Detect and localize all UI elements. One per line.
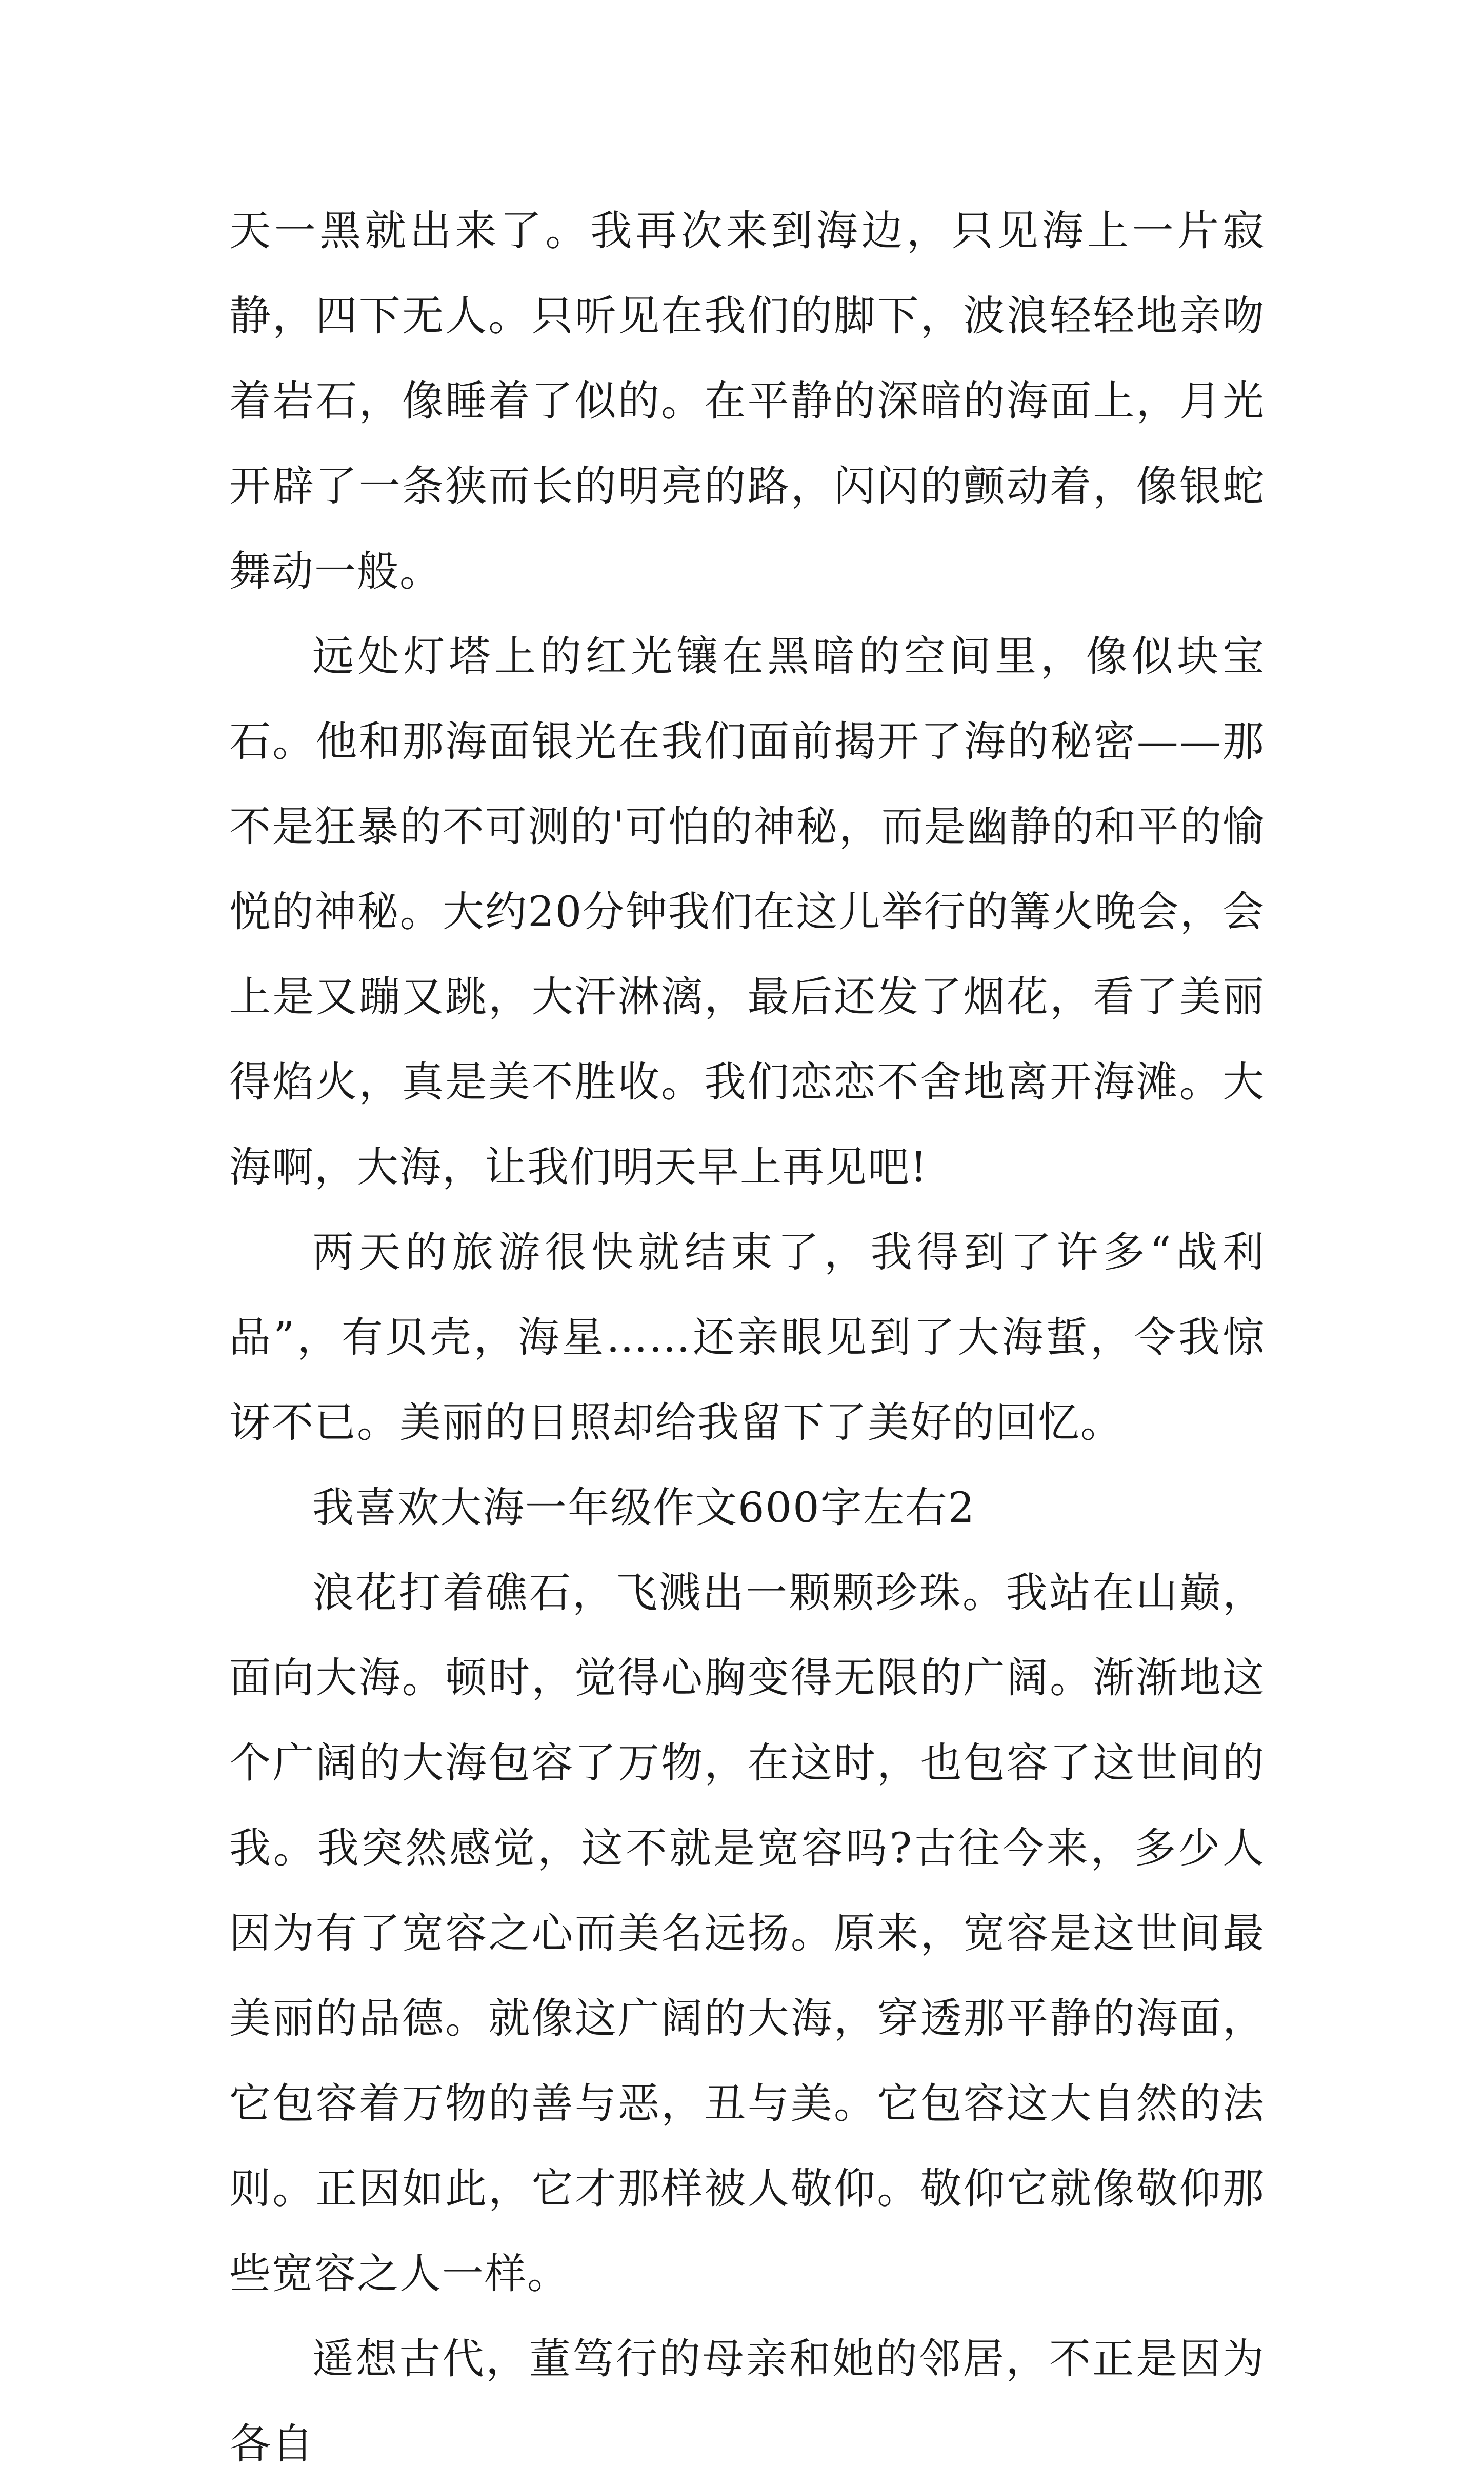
document-body bbox=[229, 189, 1265, 2487]
paragraph: 远处灯塔上的红光镶在黑暗的空间里，像似块宝石。他和那海面银光在我们面前揭开了海的秘密——那不是狂暴的不可测的'可怕的神秘，而是幽静的和平的愉悦的神秘。大约20分钟我们在这儿举行的篝火晚会，会上是又蹦又跳，大汗淋漓，最后还发了烟花，看了美丽得焰火，真是美不胜收。我们恋恋不舍地离开海滩。大海啊，大海，让我们明天早上再见吧! bbox=[229, 633, 1265, 1192]
section-heading: 我喜欢大海一年级作文600字左右2 bbox=[312, 1484, 976, 1532]
paragraph: 浪花打着礁石，飞溅出一颗颗珍珠。我站在山巅，面向大海。顿时，觉得心胸变得无限的广阔。渐渐地这个广阔的大海包容了万物，在这时，也包容了这世间的我。我突然感觉，这不就是宽容吗?古往今来，多少人因为有了宽容之心而美名远扬。原来，宽容是这世间最美丽的品德。就像这广阔的大海，穿透那平静的海面，它包容着万物的善与恶，丑与美。它包容这大自然的法则。正因如此，它才那样被人敬仰。敬仰它就像敬仰那些宽容之人一样。 bbox=[229, 1569, 1265, 2298]
paragraph: 天一黑就出来了。我再次来到海边，只见海上一片寂静，四下无人。只听见在我们的脚下，波浪轻轻地亲吻着岩石，像睡着了似的。在平静的深暗的海面上，月光开辟了一条狭而长的明亮的路，闪闪的颤动着，像银蛇舞动一般。 bbox=[229, 207, 1265, 596]
paragraph: 遥想古代，董笃行的母亲和她的邻居，不正是因为各自 bbox=[229, 2335, 1265, 2469]
paragraph: 两天的旅游很快就结束了，我得到了许多“战利品”，有贝壳，海星……还亲眼见到了大海蜇，令我惊讶不已。美丽的日照却给我留下了美好的回忆。 bbox=[229, 1229, 1265, 1447]
